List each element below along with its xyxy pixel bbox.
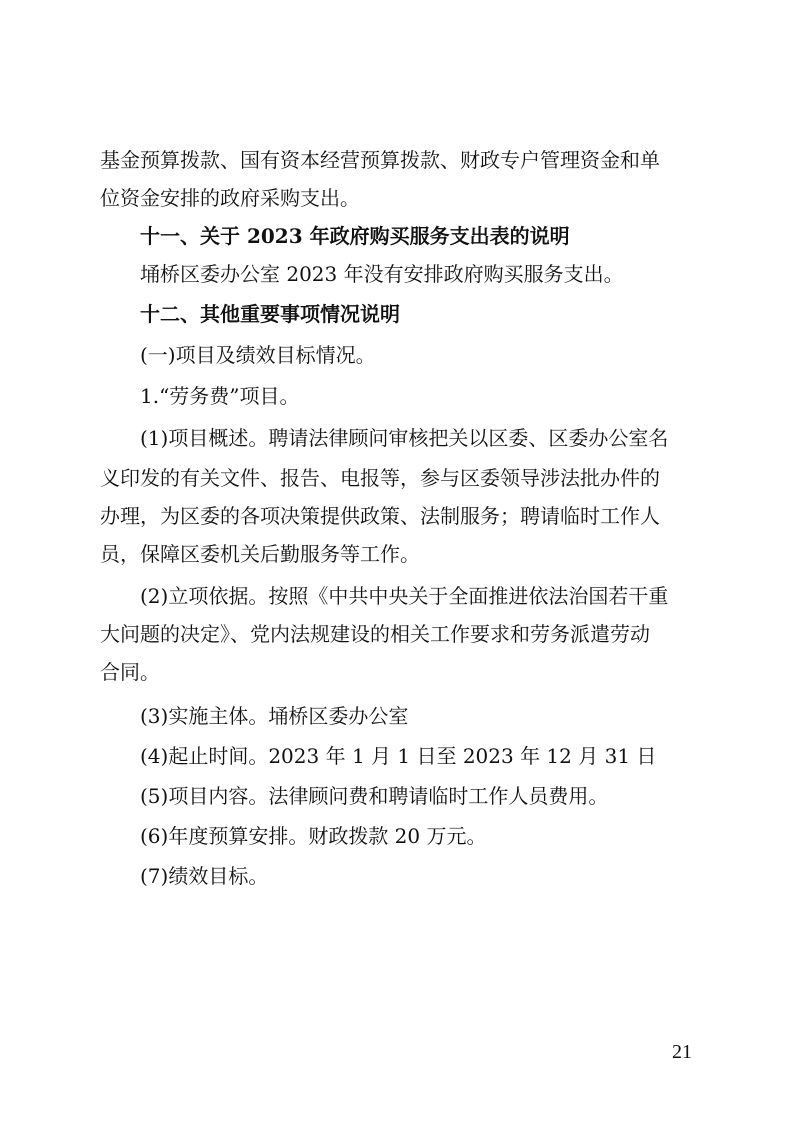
paragraph-line: 办理，为区委的各项决策提供政策、法制服务；聘请临时工作人	[100, 504, 660, 528]
paragraph-line: 大问题的决定》、党内法规建设的相关工作要求和劳务派遣劳动	[100, 622, 650, 646]
paragraph-line: (3)实施主体。埇桥区委办公室	[140, 704, 409, 728]
paragraph-line: 员，保障区委机关后勤服务等工作。	[100, 542, 420, 566]
section-heading-11: 十一、关于 2023 年政府购买服务支出表的说明	[140, 224, 570, 248]
section-heading-12: 十二、其他重要事项情况说明	[140, 302, 400, 326]
item-heading: 1.“劳务费”项目。	[140, 384, 300, 408]
paragraph-line: (2)立项依据。按照《中共中央关于全面推进依法治国若干重	[140, 584, 669, 608]
paragraph-line: 基金预算拨款、国有资本经营预算拨款、财政专户管理资金和单	[100, 148, 660, 172]
paragraph-line: 合同。	[100, 660, 160, 684]
paragraph-line: 埇桥区委办公室 2023 年没有安排政府购买服务支出。	[140, 262, 624, 286]
paragraph-line: 义印发的有关文件、报告、电报等，参与区委领导涉法批办件的	[100, 466, 660, 490]
paragraph-line: (5)项目内容。法律顾问费和聘请临时工作人员费用。	[140, 784, 609, 808]
subsection-heading: (一)项目及绩效目标情况。	[140, 343, 376, 367]
paragraph-line: 位资金安排的政府采购支出。	[100, 186, 360, 210]
page-number: 21	[672, 1041, 692, 1063]
paragraph-line: (6)年度预算安排。财政拨款 20 万元。	[140, 824, 487, 848]
paragraph-line: (7)绩效目标。	[140, 864, 269, 888]
paragraph-line: (1)项目概述。聘请法律顾问审核把关以区委、区委办公室名	[140, 426, 669, 450]
paragraph-line: (4)起止时间。2023 年 1 月 1 日至 2023 年 12 月 31 日	[140, 744, 657, 768]
